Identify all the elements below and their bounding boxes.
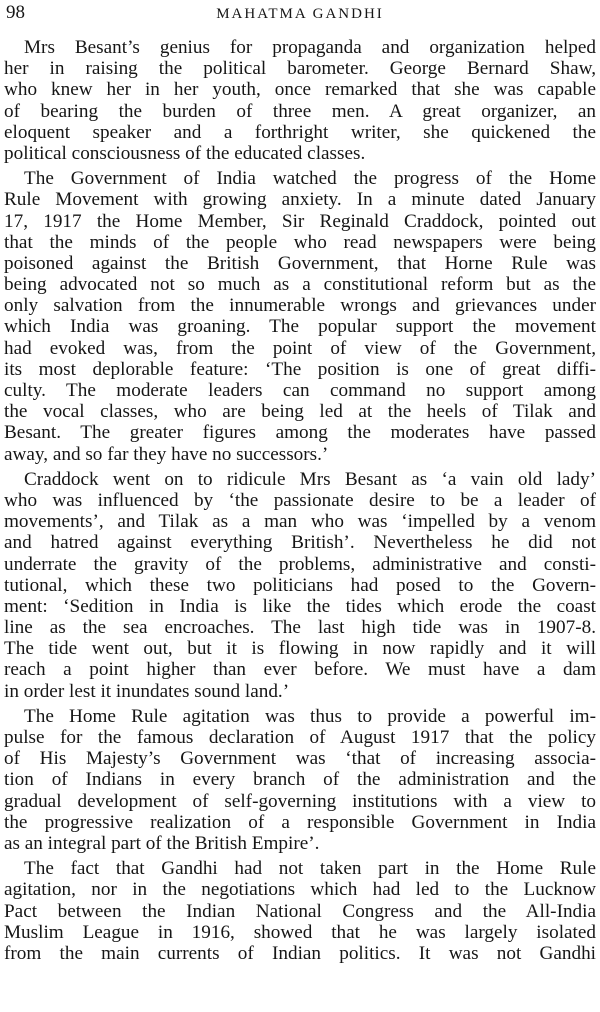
text-line: tion of Indians in every branch of the administration and the [4, 769, 596, 791]
text-line: The Home Rule agitation was thus to provide a powerful im- [24, 705, 596, 727]
paragraph [4, 469, 596, 702]
text-line: movements’, and Tilak as a man who was ‘impelled by a venom [4, 511, 596, 533]
text-line: Pact between the Indian National Congress and the All-India [4, 900, 596, 922]
text-line: pulse for the famous declaration of August 1917 that the policy [4, 727, 596, 748]
text-line: The tide went out, but it is flowing in now rapidly and it will [4, 638, 596, 660]
text-line: the progressive realization of a responsible Government in India [4, 811, 596, 833]
text-line: culty. The moderate leaders can command no support among [4, 380, 596, 401]
text-line: 17, 1917 the Home Member, Sir Reginald Craddock, pointed out [4, 210, 596, 232]
text-line: The fact that Gandhi had not taken part in the Home Rule [24, 858, 596, 880]
paragraph [4, 37, 596, 164]
text-line: line as the sea encroaches. The last high tide was in 1907-8. [4, 617, 596, 639]
paragraph [4, 706, 596, 854]
text-line: Besant. The greater figures among the moderates have passed [4, 422, 596, 444]
page-number: 98 [6, 2, 25, 23]
text-line: Mrs Besant’s genius for propaganda and organization helped [24, 37, 596, 58]
text-line: in order lest it inundates sound land.’ [4, 680, 290, 702]
text-line: its most deplorable feature: ‘The position is one of great diffi- [4, 358, 596, 380]
text-line: eloquent speaker and a forthright writer, she quickened the [4, 121, 596, 143]
text-line: reach a point higher than ever before. We must have a dam [4, 659, 596, 681]
text-line: the vocal classes, who are being led at the heels of Tilak and [4, 401, 596, 423]
body-text [4, 37, 596, 968]
text-line: being advocated not so much as a constitutional reform but as the [4, 274, 596, 296]
text-line: Muslim League in 1916, showed that he was largely isolated [4, 921, 596, 943]
text-line: her in raising the political barometer. George Bernard Shaw, [4, 58, 596, 80]
text-line: as an integral part of the British Empire’. [4, 832, 320, 854]
text-line: that the minds of the people who read newspapers were being [4, 231, 596, 253]
text-line: of bearing the burden of three men. A great organizer, an [4, 100, 596, 122]
text-line: only salvation from the innumerable wrongs and grievances under [4, 295, 596, 317]
page-header [0, 0, 600, 26]
text-line: tutional, which these two politicians had posed to the Govern- [4, 574, 596, 596]
text-line: Craddock went on to ridicule Mrs Besant as ‘a vain old lady’ [24, 468, 596, 490]
text-line: who knew her in her youth, once remarked that she was capable [4, 79, 596, 101]
text-line: poisoned against the British Government, that Horne Rule was [4, 252, 596, 274]
text-line: who was influenced by ‘the passionate desire to be a leader of [4, 489, 596, 511]
paragraph [4, 858, 596, 964]
text-line: The Government of India watched the progress of the Home [24, 168, 596, 190]
text-line: Rule Movement with growing anxiety. In a minute dated January [4, 189, 596, 211]
text-line: which India was groaning. The popular support the movement [4, 316, 596, 338]
text-line: had evoked was, from the point of view of the Government, [4, 337, 596, 359]
text-line: agitation, nor in the negotiations which had led to the Lucknow [4, 879, 596, 901]
text-line: from the main currents of Indian politics. It was not Gandhi [4, 942, 596, 964]
text-line: ment: ‘Sedition in India is like the tides which erode the coast [4, 595, 596, 617]
text-line: away, and so far they have no successors.’ [4, 443, 329, 465]
text-line: and hatred against everything British’. Nevertheless he did not [4, 532, 596, 554]
paragraph [4, 168, 596, 465]
text-line: gradual development of self-governing institutions with a view to [4, 790, 596, 812]
text-line: of His Majesty’s Government was ‘that of increasing associa- [4, 748, 596, 770]
text-line: underrate the gravity of the problems, administrative and consti- [4, 553, 596, 575]
running-head: MAHATMA GANDHI [216, 6, 384, 22]
text-line: political consciousness of the educated classes. [4, 142, 366, 164]
